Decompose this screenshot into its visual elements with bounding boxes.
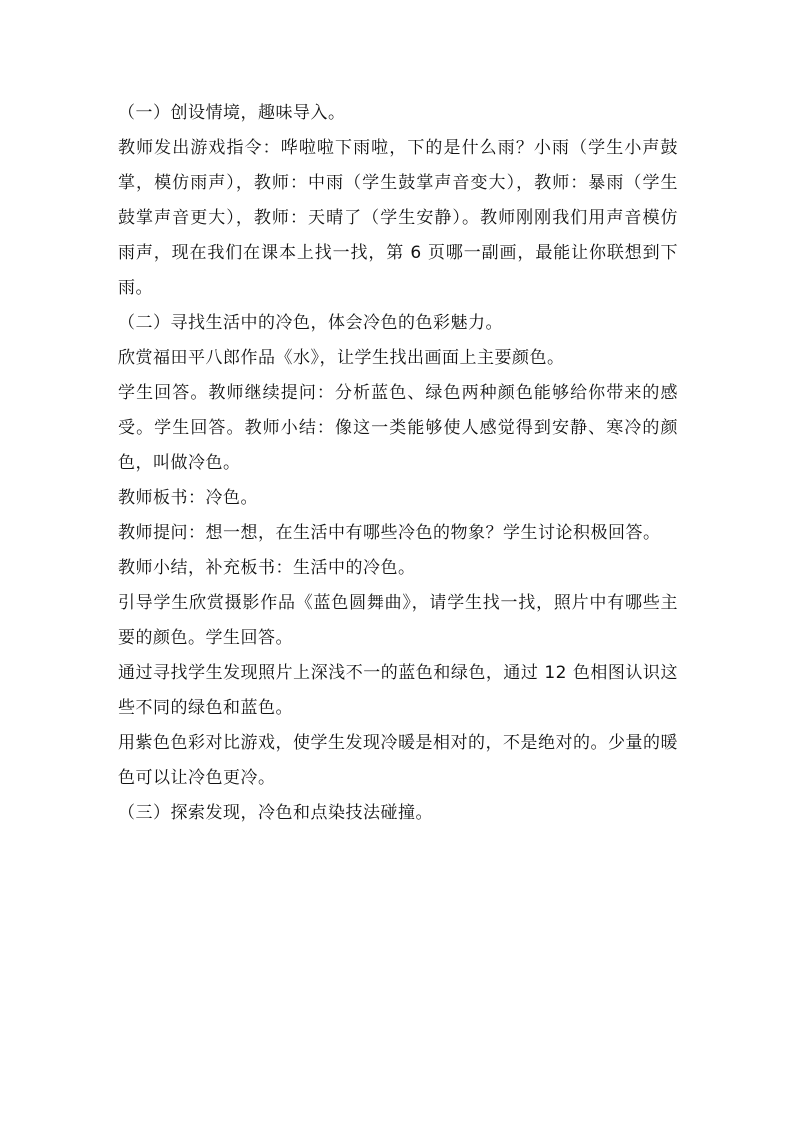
paragraph-teacher-question: 教师提问：想一想，在生活中有哪些冷色的物象？学生讨论积极回答。 <box>118 523 661 543</box>
paragraph-game-instruction: 教师发出游戏指令：哗啦啦下雨啦，下的是什么雨？小雨（学生小声鼓掌，模仿雨声），教师：中雨（学生鼓掌声音变大），教师：暴雨（学生鼓掌声音更大），教师：天晴了（学生安静）。教师刚刚我们用声音模仿雨声，现在我们在课本上找一找，第 6 页哪一副画，最能让你联想到下雨。 <box>118 138 678 298</box>
paragraph-appreciate-water: 欣赏福田平八郎作品《水》，让学生找出画面上主要颜色。 <box>118 348 565 368</box>
section-heading-1: （一）创设情境，趣味导入。 <box>118 103 346 123</box>
paragraph-board-writing: 教师板书：冷色。 <box>118 488 258 508</box>
paragraph-teacher-summary: 教师小结，补充板书：生活中的冷色。 <box>118 558 416 578</box>
section-heading-3: （三）探索发现，冷色和点染技法碰撞。 <box>118 803 433 823</box>
paragraph-color-wheel: 通过寻找学生发现照片上深浅不一的蓝色和绿色，通过 12 色相图认识这些不同的绿色和蓝色。 <box>118 663 678 718</box>
paragraph-student-answer: 学生回答。教师继续提问：分析蓝色、绿色两种颜色能够给你带来的感受。学生回答。教师小结：像这一类能够使人感觉得到安静、寒冷的颜色，叫做冷色。 <box>118 383 678 473</box>
paragraph-photo-appreciation: 引导学生欣赏摄影作品《蓝色圆舞曲》，请学生找一找，照片中有哪些主要的颜色。学生回答。 <box>118 593 678 648</box>
paragraph-contrast-game: 用紫色色彩对比游戏，使学生发现冷暖是相对的，不是绝对的。少量的暖色可以让冷色更冷。 <box>118 733 678 788</box>
section-heading-2: （二）寻找生活中的冷色，体会冷色的色彩魅力。 <box>118 313 503 333</box>
